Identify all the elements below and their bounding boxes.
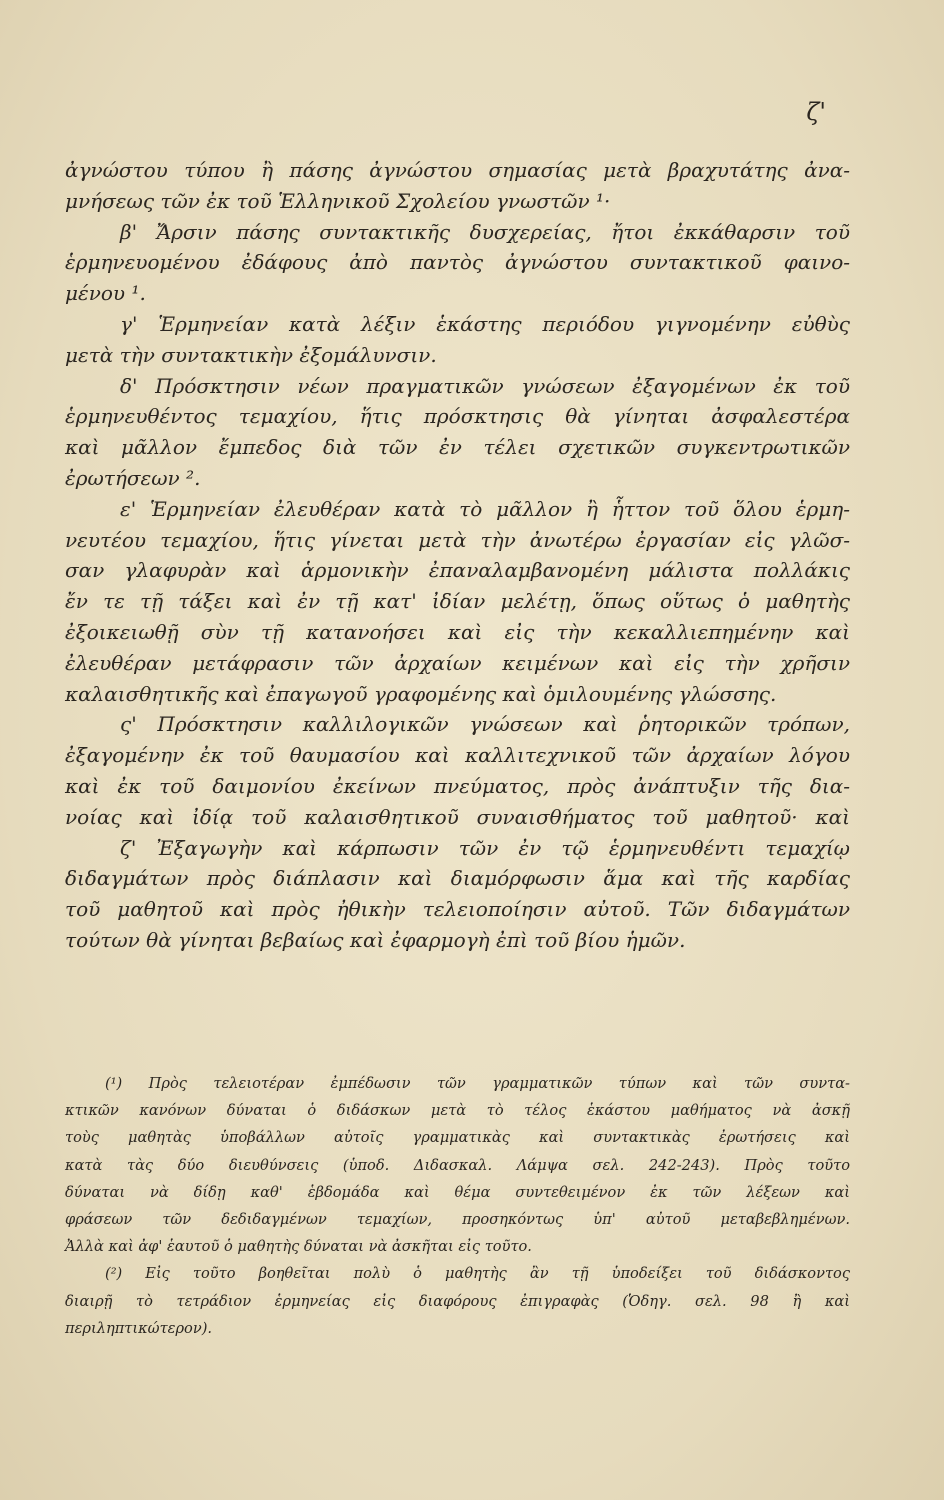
footnote-line: (²) Εἰς τοῦτο βοηθεῖται πολὺ ὁ μαθητὴς ἂν τῇ ὑποδείξει τοῦ διδάσκοντος: [105, 1265, 850, 1283]
footnote-line: κατὰ τὰς δύο διευθύνσεις (ὑποδ. Διδασκαλ. Λάμψα σελ. 242-243). Πρὸς τοῦτο: [65, 1156, 850, 1174]
text-line: καλαισθητικῆς καὶ ἐπαγωγοῦ γραφομένης καὶ ὁμιλουμένης γλώσσης.: [65, 681, 777, 706]
footnotes: [65, 1070, 850, 1342]
text-line: καὶ ἐκ τοῦ δαιμονίου ἐκείνων πνεύματος, πρὸς ἀνάπτυξιν τῆς δια-: [65, 773, 850, 798]
text-line: ε' Ἑρμηνείαν ἐλευθέραν κατὰ τὸ μᾶλλον ἢ ἧττον τοῦ ὅλου ἑρμη-: [120, 496, 850, 521]
footnote-line: περιληπτικώτερον).: [65, 1319, 213, 1337]
footnote-line: διαιρῇ τὸ τετράδιον ἑρμηνείας εἰς διαφόρους ἐπιγραφὰς (Ὁδηγ. σελ. 98 ἢ καὶ: [65, 1292, 850, 1310]
text-line: διδαγμάτων πρὸς διάπλασιν καὶ διαμόρφωσιν ἅμα καὶ τῆς καρδίας: [65, 866, 850, 891]
text-line: νευτέου τεμαχίου, ἥτις γίνεται μετὰ τὴν ἀνωτέρω ἐργασίαν εἰς γλῶσ-: [65, 527, 850, 552]
text-line: καὶ μᾶλλον ἔμπεδος διὰ τῶν ἐν τέλει σχετικῶν συγκεντρωτικῶν: [65, 435, 850, 460]
text-line: β' Ἄρσιν πάσης συντακτικῆς δυσχερείας, ἤτοι ἐκκάθαρσιν τοῦ: [120, 219, 850, 244]
text-line: σαν γλαφυρὰν καὶ ἁρμονικὴν ἐπαναλαμβανομένη μάλιστα πολλάκις: [65, 558, 850, 583]
text-line: ἀγνώστου τύπου ἢ πάσης ἀγνώστου σημασίας μετὰ βραχυτάτης ἀνα-: [65, 158, 850, 182]
text-line: ἑρμηνευομένου ἐδάφους ἀπὸ παντὸς ἀγνώστου συντακτικοῦ φαινο-: [65, 250, 850, 275]
text-line: ἐξοικειωθῇ σὺν τῇ κατανοήσει καὶ εἰς τὴν κεκαλλιεπημένην καὶ: [65, 619, 850, 644]
text-line: ζ' Ἐξαγωγὴν καὶ κάρπωσιν τῶν ἐν τῷ ἑρμηνευθέντι τεμαχίῳ: [120, 835, 850, 860]
text-line: ς' Πρόσκτησιν καλλιλογικῶν γνώσεων καὶ ῥητορικῶν τρόπων,: [120, 712, 850, 737]
text-line: γ' Ἑρμηνείαν κατὰ λέξιν ἑκάστης περιόδου γιγνομένην εὐθὺς: [120, 311, 850, 336]
text-line: τοῦ μαθητοῦ καὶ πρὸς ἠθικὴν τελειοποίησιν αὐτοῦ. Τῶν διδαγμάτων: [65, 897, 850, 922]
footnote-line: φράσεων τῶν δεδιδαγμένων τεμαχίων, προσηκόντως ὑπ' αὐτοῦ μεταβεβλημένων.: [65, 1211, 850, 1229]
text-line: ἐλευθέραν μετάφρασιν τῶν ἀρχαίων κειμένων καὶ εἰς τὴν χρῆσιν: [65, 650, 850, 675]
footnote-line: κτικῶν κανόνων δύναται ὁ διδάσκων μετὰ τὸ τέλος ἑκάστου μαθήματος νὰ ἀσκῇ: [65, 1102, 850, 1120]
footnote-line: δύναται νὰ δίδῃ καθ' ἑβδομάδα καὶ θέμα συντεθειμένον ἐκ τῶν λέξεων καὶ: [65, 1183, 850, 1201]
body-text: [65, 155, 850, 956]
text-line: ἔν τε τῇ τάξει καὶ ἐν τῇ κατ' ἰδίαν μελέτῃ, ὅπως οὕτως ὁ μαθητὴς: [65, 589, 850, 614]
footnote-line: Ἀλλὰ καὶ ἀφ' ἑαυτοῦ ὁ μαθητὴς δύναται νὰ ἀσκῆται εἰς τοῦτο.: [65, 1238, 532, 1256]
text-line: μένου ¹.: [65, 281, 146, 306]
footnote-line: (¹) Πρὸς τελειοτέραν ἐμπέδωσιν τῶν γραμματικῶν τύπων καὶ τῶν συντα-: [105, 1075, 850, 1092]
text-line: νοίας καὶ ἰδίᾳ τοῦ καλαισθητικοῦ συναισθήματος τοῦ μαθητοῦ· καὶ: [65, 804, 850, 829]
text-line: ἐρωτήσεων ².: [65, 465, 201, 490]
page-number: ζ': [806, 98, 826, 126]
text-line: ἑρμηνευθέντος τεμαχίου, ἥτις πρόσκτησις θὰ γίνηται ἀσφαλεστέρα: [65, 404, 850, 429]
text-line: δ' Πρόσκτησιν νέων πραγματικῶν γνώσεων ἐξαγομένων ἐκ τοῦ: [120, 373, 850, 398]
text-line: ἐξαγομένην ἐκ τοῦ θαυμασίου καὶ καλλιτεχνικοῦ τῶν ἀρχαίων λόγου: [65, 743, 850, 768]
text-line: τούτων θὰ γίνηται βεβαίως καὶ ἐφαρμογὴ ἐπὶ τοῦ βίου ἡμῶν.: [65, 927, 686, 952]
footnote-line: τοὺς μαθητὰς ὑποβάλλων αὐτοῖς γραμματικὰς καὶ συντακτικὰς ἐρωτήσεις καὶ: [65, 1129, 850, 1147]
text-line: μετὰ τὴν συντακτικὴν ἐξομάλυνσιν.: [65, 342, 437, 367]
text-line: μνήσεως τῶν ἐκ τοῦ Ἑλληνικοῦ Σχολείου γνωστῶν ¹·: [65, 188, 611, 213]
